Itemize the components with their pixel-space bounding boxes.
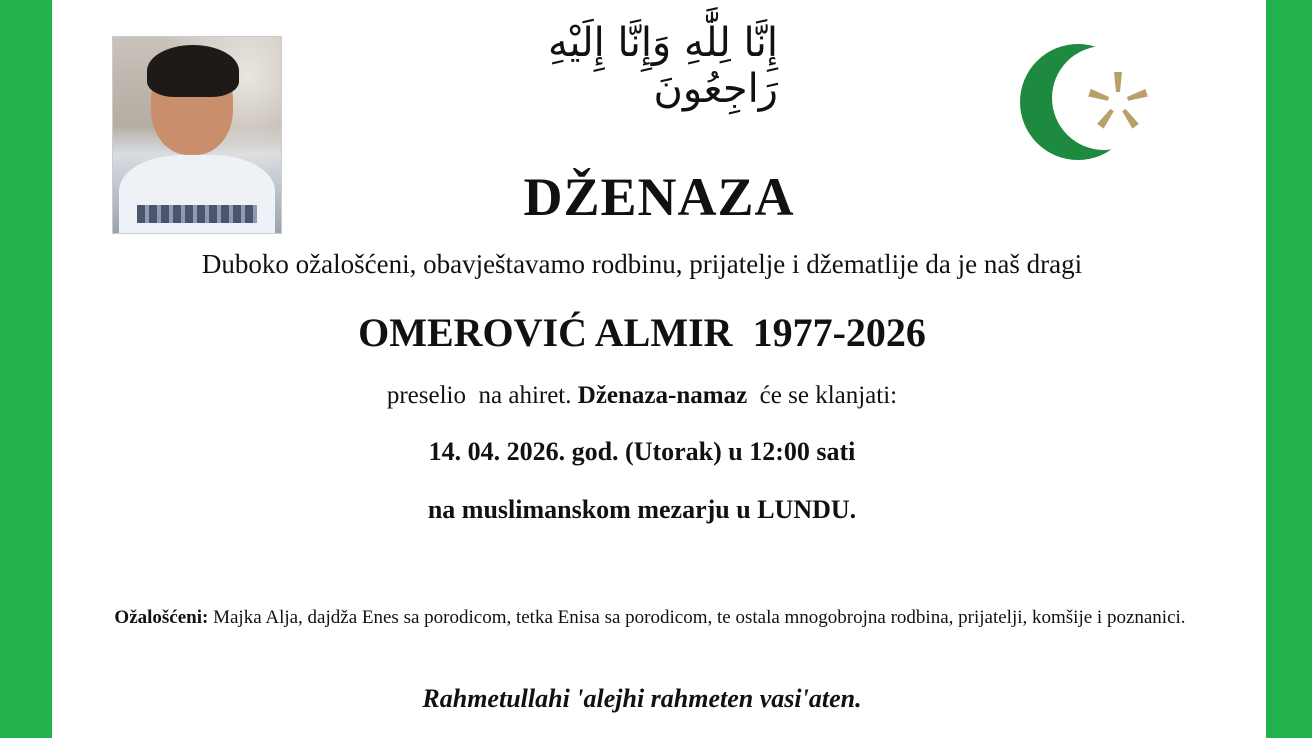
obituary-page — [52, 0, 1266, 738]
notice-title: DŽENAZA — [523, 167, 795, 227]
mourners-list: Majka Alja, dajdža Enes sa porodicom, tetka Enisa sa porodicom, te ostala mnogobrojna rodbina, prijatelji, komšije i poznanici. — [208, 607, 1186, 628]
prayer-bold: Dženaza-namaz — [577, 382, 748, 409]
intro-text: Duboko ožalošćeni, obavještavamo rodbinu, prijatelje i džematlije da je naš dragi — [201, 249, 1083, 279]
deceased-name: OMEROVIĆ ALMIR 1977-2026 — [358, 310, 926, 355]
prayer-announcement — [52, 382, 1232, 410]
arabic-calligraphy: إِنَّا لِلَّٰهِ وَإِنَّا إِلَيْهِ رَاجِعُونَ — [547, 20, 778, 112]
funeral-date: 14. 04. 2026. god. (Utorak) u 12:00 sati — [428, 437, 856, 466]
crescent-star-icon — [1020, 40, 1152, 164]
funeral-place: na muslimanskom mezarju u LUNDU. — [427, 495, 857, 524]
mourners-label: Ožalošćeni: — [114, 607, 209, 628]
right-green-border — [1266, 0, 1312, 738]
prayer-suffix: će se klanjati: — [747, 382, 898, 409]
left-green-border — [0, 0, 52, 738]
mourners-paragraph — [70, 602, 1230, 634]
closing-prayer: Rahmetullahi 'alejhi rahmeten vasi'aten. — [422, 684, 862, 713]
prayer-prefix: preselio na ahiret. — [386, 382, 578, 409]
